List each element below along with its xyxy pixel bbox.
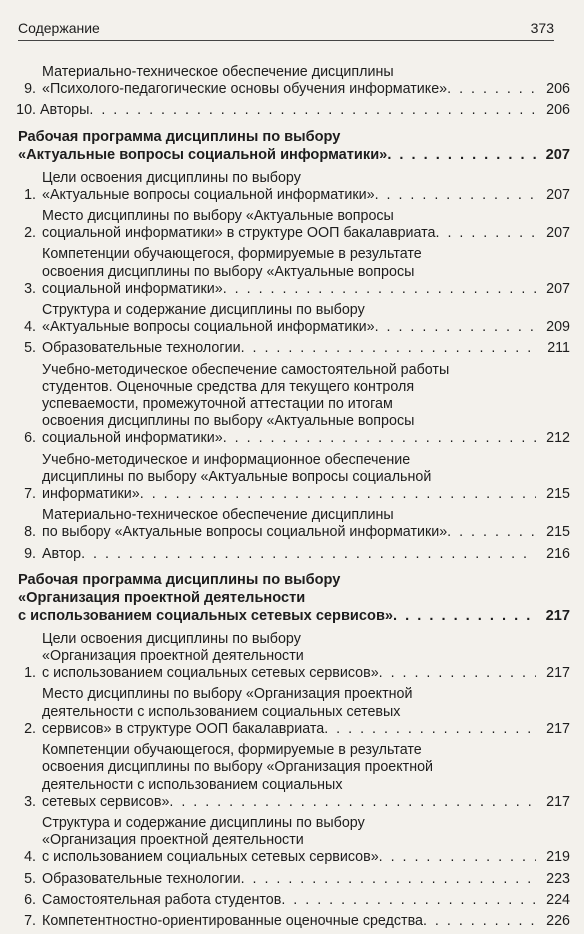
toc-entry[interactable] bbox=[18, 742, 570, 811]
table-of-contents bbox=[18, 64, 570, 934]
toc-entry-title: Место дисциплины по выбору «Организация проектной деятельности с использованием социальных сетевых сервисов» в структуре ООП бакалавриата . . . bbox=[42, 686, 536, 738]
toc-entry[interactable] bbox=[18, 686, 570, 738]
toc-entry-title: Авторы . . . bbox=[40, 102, 536, 119]
toc-entry-number: 10. bbox=[16, 102, 36, 119]
toc-entry-title: Цели освоения дисциплины по выбору «Организация проектной деятельности с использованием социальных сетевых сервисов» . . . bbox=[42, 631, 536, 683]
toc-entry[interactable] bbox=[18, 102, 570, 119]
toc-entry[interactable] bbox=[18, 892, 570, 909]
toc-entry-number: 6. bbox=[24, 891, 36, 908]
toc-entry-page: 216 bbox=[546, 545, 570, 562]
toc-entry-page: 217 bbox=[545, 607, 570, 624]
toc-entry[interactable] bbox=[18, 815, 570, 867]
toc-entry[interactable] bbox=[18, 546, 570, 563]
toc-entry-title: Учебно-методическое и информационное обеспечение дисциплины по выбору «Актуальные вопросы социальной информатики» . . . bbox=[42, 452, 536, 504]
toc-entry-page: 211 bbox=[547, 340, 570, 357]
toc-entry-number: 8. bbox=[24, 524, 36, 541]
toc-entry-number: 4. bbox=[24, 849, 36, 866]
toc-section-entry[interactable] bbox=[18, 571, 570, 625]
toc-entry[interactable] bbox=[18, 170, 570, 204]
toc-entry-title: Структура и содержание дисциплины по выбору «Организация проектной деятельности с использованием социальных сетевых сервисов» . . . bbox=[42, 815, 536, 867]
toc-entry-title: Компетенции обучающегося, формируемые в результате освоения дисциплины по выбору «Актуальные вопросы социальной информатики» . . . bbox=[42, 246, 536, 298]
toc-entry-page: 206 bbox=[546, 81, 570, 98]
toc-entry-page: 215 bbox=[546, 486, 570, 503]
toc-entry-number: 1. bbox=[24, 186, 36, 203]
toc-entry-number: 1. bbox=[24, 665, 36, 682]
toc-entry-number: 5. bbox=[24, 870, 36, 887]
toc-entry-page: 217 bbox=[546, 665, 570, 682]
toc-entry-title: Рабочая программа дисциплины по выбору «Организация проектной деятельности с использованием социальных сетевых сервисов» . . . bbox=[18, 571, 536, 625]
running-header-page-number: 373 bbox=[530, 20, 554, 36]
toc-entry-number: 2. bbox=[24, 225, 36, 242]
toc-entry-page: 224 bbox=[546, 891, 570, 908]
toc-entry[interactable] bbox=[18, 302, 570, 336]
toc-entry-page: 219 bbox=[546, 849, 570, 866]
toc-entry-title: Место дисциплины по выбору «Актуальные вопросы социальной информатики» в структуре ООП бакалавриата . . . bbox=[42, 208, 536, 242]
toc-entry-page: 207 bbox=[546, 186, 570, 203]
toc-entry-title: Материально-техническое обеспечение дисциплины «Психолого-педагогические основы обучения информатике» . . . bbox=[42, 64, 536, 98]
toc-entry-title: Компетенции обучающегося, формируемые в результате освоения дисциплины по выбору «Организация проектной деятельности с использованием социальных сетевых сервисов» . . . bbox=[42, 742, 536, 811]
toc-entry-number: 3. bbox=[24, 793, 36, 810]
toc-entry-page: 217 bbox=[546, 793, 570, 810]
toc-entry-title: Учебно-методическое обеспечение самостоятельной работы студентов. Оценочные средства для текущего контроля успеваемости, промежуточной аттестации по итогам освоения дисциплины по выбору «Актуальные вопросы социальной информатики» . . . bbox=[42, 362, 536, 448]
toc-entry[interactable] bbox=[18, 507, 570, 541]
running-header-title: Содержание bbox=[18, 20, 100, 36]
toc-entry-page: 207 bbox=[546, 225, 570, 242]
toc-entry-number: 4. bbox=[24, 319, 36, 336]
toc-entry-title: Структура и содержание дисциплины по выбору «Актуальные вопросы социальной информатики» . . . bbox=[42, 302, 536, 336]
toc-entry-title: Компетентностно-ориентированные оценочные средства . . . bbox=[42, 913, 536, 930]
toc-entry-page: 207 bbox=[545, 146, 570, 163]
toc-entry-page: 212 bbox=[546, 430, 570, 447]
toc-entry-title: Образовательные технологии . . . bbox=[42, 871, 536, 888]
toc-entry-title: Самостоятельная работа студентов . . . bbox=[42, 892, 536, 909]
toc-entry-number: 9. bbox=[24, 81, 36, 98]
toc-entry-title: Материально-техническое обеспечение дисциплины по выбору «Актуальные вопросы социальной информатики» . . . bbox=[42, 507, 536, 541]
toc-entry[interactable] bbox=[18, 631, 570, 683]
toc-entry-title: Цели освоения дисциплины по выбору «Актуальные вопросы социальной информатики» . . . bbox=[42, 170, 536, 204]
toc-entry-page: 206 bbox=[546, 102, 570, 119]
toc-entry[interactable] bbox=[18, 340, 570, 357]
toc-entry-number: 2. bbox=[24, 720, 36, 737]
toc-entry-page: 223 bbox=[546, 870, 570, 887]
toc-entry-title: Рабочая программа дисциплины по выбору «Актуальные вопросы социальной информатики» . . . bbox=[18, 128, 536, 164]
toc-entry-number: 7. bbox=[24, 486, 36, 503]
toc-entry-page: 207 bbox=[546, 280, 570, 297]
toc-entry-number: 6. bbox=[24, 430, 36, 447]
toc-entry-number: 9. bbox=[24, 545, 36, 562]
toc-entry-number: 5. bbox=[24, 340, 36, 357]
toc-entry-number: 7. bbox=[24, 912, 36, 929]
toc-entry[interactable] bbox=[18, 913, 570, 930]
toc-entry[interactable] bbox=[18, 64, 570, 98]
toc-entry-page: 209 bbox=[546, 319, 570, 336]
toc-entry-page: 226 bbox=[546, 912, 570, 929]
toc-entry[interactable] bbox=[18, 452, 570, 504]
toc-entry-title: Образовательные технологии . . . bbox=[42, 340, 536, 357]
running-header bbox=[18, 18, 554, 41]
toc-entry[interactable] bbox=[18, 362, 570, 448]
toc-entry-page: 217 bbox=[546, 720, 570, 737]
toc-section-entry[interactable] bbox=[18, 128, 570, 164]
toc-entry[interactable] bbox=[18, 208, 570, 242]
toc-entry-number: 3. bbox=[24, 280, 36, 297]
toc-entry-page: 215 bbox=[546, 524, 570, 541]
toc-entry[interactable] bbox=[18, 871, 570, 888]
toc-entry-title: Автор . . . bbox=[42, 546, 536, 563]
toc-entry[interactable] bbox=[18, 246, 570, 298]
